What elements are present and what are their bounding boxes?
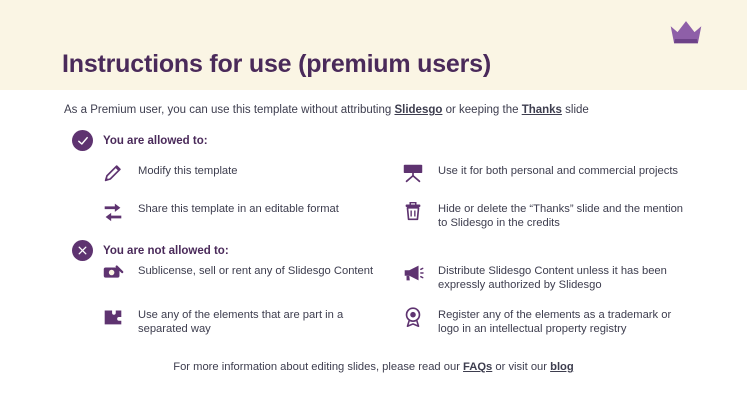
list-row xyxy=(100,200,700,230)
list-item-text: Use any of the elements that are part in a separated way xyxy=(138,309,344,335)
subtitle-post: slide xyxy=(561,104,589,116)
puzzle-piece-icon xyxy=(100,304,126,330)
list-item xyxy=(100,200,400,230)
list-item-text: Share this template in an editable format xyxy=(138,203,339,215)
section-not-allowed-header xyxy=(72,240,229,261)
check-circle-icon xyxy=(72,130,93,151)
list-item-text: Distribute Slidesgo Content unless it has been expressly authorized by Slidesgo xyxy=(438,265,667,291)
thanks-link[interactable]: Thanks xyxy=(521,104,562,116)
footer-mid: or visit our xyxy=(492,361,551,373)
list-item xyxy=(400,162,700,186)
pencil-icon xyxy=(100,160,126,186)
faqs-link[interactable]: FAQs xyxy=(463,361,493,373)
list-item xyxy=(100,306,400,336)
subtitle-pre: As a Premium user, you can use this template without attributing xyxy=(64,104,395,116)
blog-link[interactable]: blog xyxy=(550,361,574,373)
megaphone-icon xyxy=(400,260,426,286)
list-item xyxy=(400,306,700,336)
trash-icon xyxy=(400,198,426,224)
list-item-text: Use it for both personal and commercial projects xyxy=(438,165,679,177)
allowed-items xyxy=(100,162,700,244)
crown-icon xyxy=(669,18,703,48)
list-row xyxy=(100,262,700,292)
list-item xyxy=(100,162,400,186)
section-allowed-label: You are allowed to: xyxy=(103,134,208,147)
subtitle xyxy=(64,104,589,116)
trademark-badge-icon xyxy=(400,304,426,330)
list-item-text: Sublicense, sell or rent any of Slidesgo Content xyxy=(138,265,374,277)
list-row xyxy=(100,306,700,336)
list-item-text: Modify this template xyxy=(138,165,238,177)
cross-circle-icon xyxy=(72,240,93,261)
list-row xyxy=(100,162,700,186)
page-title: Instructions for use (premium users) xyxy=(62,50,491,78)
slidesgo-link[interactable]: Slidesgo xyxy=(394,104,443,116)
footer-note xyxy=(0,361,747,373)
list-item-text: Hide or delete the “Thanks” slide and the mention to Slidesgo in the credits xyxy=(438,203,684,229)
list-item xyxy=(400,200,700,230)
not-allowed-items xyxy=(100,262,700,350)
no-money-icon xyxy=(100,260,126,286)
projector-screen-icon xyxy=(400,160,426,186)
section-not-allowed-label: You are not allowed to: xyxy=(103,244,229,257)
subtitle-mid: or keeping the xyxy=(442,104,522,116)
list-item xyxy=(400,262,700,292)
section-allowed-header xyxy=(72,130,208,151)
share-arrows-icon xyxy=(100,198,126,224)
list-item xyxy=(100,262,400,292)
footer-pre: For more information about editing slides, please read our xyxy=(173,361,464,373)
list-item-text: Register any of the elements as a trademark or logo in an intellectual property registry xyxy=(438,309,672,335)
